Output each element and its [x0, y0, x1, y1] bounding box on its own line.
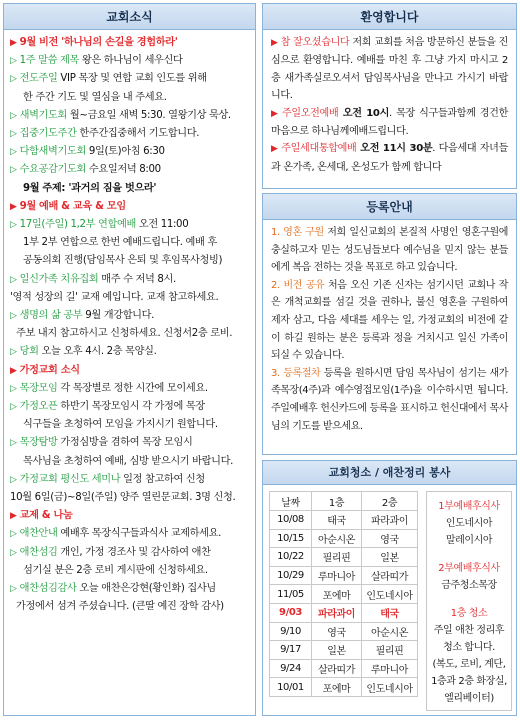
- list-item: ▷ 가정오픈 하반기 목장모임시 각 가정에 목장: [10, 401, 205, 413]
- table-header: 날짜: [270, 492, 312, 511]
- monthly-theme: 9월 주제: '과거의 짐을 벗으라': [23, 182, 157, 194]
- welcome-paragraph: ▶ 주일오전예배 오전 10시. 목장 식구들과함께 경건한 마음으로 하나님께예배드립니다.: [271, 107, 508, 138]
- table-row: 10/08 태국 파라과이: [270, 511, 418, 530]
- list-item-cont: 주보 내지 참고하시고 신청하세요. 신청서2층 로비.: [16, 328, 233, 340]
- list-item: ▷ 애찬안내 예배후 목장식구들과식사 교제하세요.: [10, 528, 221, 540]
- registration-paragraph: 2. 비전 공유 처음 오신 기존 신자는 섬기시던 교회나 작은 개척교회를 섬길 것을 권하나, 불신 영혼을 구원하여 제자 삼고, 다음 세대를 세우는 일, 가정교회의 비전에 같이 하길 원하는 분은 등록과 정을 거치시고 일신 가족이 되실 수 있습니다.: [271, 279, 508, 362]
- triangle-icon: ▷: [10, 165, 17, 176]
- list-item: ▷ 당회 오늘 오후 4시. 2층 목양실.: [10, 346, 157, 358]
- cleaning-table: [269, 491, 418, 697]
- list-item: ▷ 생명의 삶 공부 9월 개강합니다.: [10, 310, 155, 322]
- list-item-cont: 목사님을 초청하여 예배, 심방 받으시기 바랍니다.: [23, 455, 234, 467]
- note-line: 말레이시아: [445, 535, 493, 546]
- table-header: 1층: [312, 492, 362, 511]
- list-item: ▷ 새벽기도회 월~금요일 새벽 5:30. 열왕기상 묵상.: [10, 109, 231, 121]
- note-title: 1부예배후식사: [438, 501, 500, 512]
- table-row: 9/10 영국 아순시온: [270, 622, 418, 641]
- registration-panel: [262, 193, 517, 455]
- table-row: 11/05 포에마 인도네시아: [270, 585, 418, 604]
- triangle-icon: ▷: [10, 438, 17, 449]
- red-triangle-icon: ▶: [10, 201, 17, 212]
- registration-title: 등록안내: [263, 194, 516, 220]
- triangle-icon: ▷: [10, 584, 17, 595]
- church-news-body: [4, 30, 255, 619]
- list-item: ▷ 17일(주일) 1,2부 연합예배 오전 11:00: [10, 219, 189, 231]
- red-triangle-icon: ▶: [10, 38, 17, 48]
- red-triangle-icon: ▶: [271, 108, 279, 119]
- cleaning-panel: [262, 460, 517, 716]
- list-item-cont: 공동의회 진행(담임목사 은퇴 및 후임목사청빙): [23, 255, 223, 267]
- triangle-icon: ▷: [10, 311, 17, 322]
- note-title: 1층 청소: [450, 608, 488, 619]
- note-line: 인도네시아: [445, 518, 493, 529]
- section-fellowship-title: ▶ 교제 & 나눔: [10, 510, 73, 522]
- red-triangle-icon: ▶: [271, 144, 279, 155]
- table-row: 10/15 아순시온 영국: [270, 529, 418, 548]
- red-triangle-icon: ▶: [271, 38, 278, 48]
- list-item: ▷ 전도주일 VIP 목장 및 연합 교회 인도를 위해: [10, 73, 207, 85]
- welcome-body: [263, 30, 516, 180]
- triangle-icon: ▷: [10, 129, 17, 140]
- registration-paragraph: 3. 등록절차 등록을 원하시면 담임 목사님이 섬기는 새가족목장(4주)과 예수영접모임(1주)을 이수하시면 됩니다. 주일예배후 헌신카드에 등록을 표시하고 헌신대에서 목사님의 기도를 받으세요.: [271, 367, 509, 432]
- note-line: (복도, 로비, 계단,: [432, 659, 506, 670]
- list-item: ▷ 애찬섬김감사 오늘 애찬은강현(황인화) 집사님: [10, 583, 216, 595]
- note-line: 1층과 2층 화장실,: [431, 676, 507, 687]
- triangle-icon: ▷: [10, 147, 17, 158]
- red-triangle-icon: ▶: [10, 511, 17, 522]
- list-item: ▷ 목장탐방 가정심방을 겸하여 목장 모임시: [10, 437, 193, 449]
- list-item: ▷ 애찬섬김 개인, 가정 경조사 및 감사하여 애찬: [10, 546, 211, 558]
- triangle-icon: ▷: [10, 529, 17, 540]
- list-item: ▷ 가정교회 평신도 세미나 일정 참고하여 신청: [10, 473, 205, 485]
- registration-paragraph: 1. 영혼 구원 저희 일신교회의 본질적 사명인 영혼구원에 충실하고자 믿는 성도님들보다 예수님을 믿지 않는 분들에게 복음 전하는 것을 목표로 하고 있습니다.: [271, 227, 508, 274]
- list-item: ▷ 일신가족 치유집회 매주 수 저녁 8시.: [10, 273, 176, 285]
- list-item: ▷ 집중기도주간 한주간집중해서 기도합니다.: [10, 128, 200, 140]
- note-line: 청소 합니다.: [443, 642, 495, 653]
- triangle-icon: ▷: [10, 56, 17, 67]
- welcome-title: 환영합니다: [263, 4, 516, 30]
- cleaning-title: 교회청소 / 애찬정리 봉사: [263, 461, 516, 485]
- list-item-cont: '영적 성장의 길' 교재 예입니다. 교재 참고하세요.: [10, 291, 219, 303]
- list-item: ▷ 목장모임 각 목장별로 정한 시간에 모이세요.: [10, 382, 208, 394]
- note-title: 2부예배후식사: [438, 563, 500, 574]
- list-item-cont: 가정에서 섬겨 주셨습니다. (큰딸 예진 장학 감사): [16, 601, 224, 613]
- red-triangle-icon: ▶: [10, 365, 17, 376]
- table-row: 10/29 루마니아 살라띠가: [270, 566, 418, 585]
- table-header: 2층: [362, 492, 418, 511]
- welcome-paragraph: ▶ 참 잘오셨습니다 저희 교회를 처음 방문하신 분들을 진심으로 환영합니다. 예배를 마친 후 그냥 가지 마시고 2층 새가족실로오셔서 담임목사님을 만나고 가시기 바랍니다.: [271, 37, 508, 102]
- cleaning-notes: [426, 491, 512, 711]
- table-row: 10/01 포에마 인도네시아: [270, 678, 418, 697]
- list-item: ▷ 다함새벽기도회 9일(토)아침 6:30: [10, 146, 165, 158]
- list-item: ▷ 1주 말씀 제목 왕은 하나님이 세우신다: [10, 55, 183, 67]
- triangle-icon: ▷: [10, 220, 17, 231]
- list-item-cont: 식구들을 초청하여 모임을 가지시기 원합니다.: [23, 419, 218, 431]
- section-house-church-title: ▶ 가정교회 소식: [10, 364, 80, 376]
- triangle-icon: ▷: [10, 547, 17, 558]
- section-worship-title: ▶ 9월 예배 & 교육 & 모임: [10, 200, 126, 212]
- note-line: 엘리베이터): [444, 693, 494, 704]
- list-item-cont: 섬기실 분은 2층 로비 게시판에 신청하세요.: [23, 564, 208, 576]
- church-news-title: 교회소식: [4, 4, 255, 30]
- section-vision-title: ▶ 9월 비전 '하나님의 손길을 경험하라': [10, 37, 178, 48]
- table-row: 9/17 일본 필리핀: [270, 641, 418, 660]
- welcome-paragraph: ▶ 주일세대통합예배 오전 11시 30분. 다음세대 자녀들과 온가족, 온세대, 온성도가 함께 합니다: [271, 143, 508, 173]
- list-item-cont: 한 주간 기도 및 열심을 내 주세요.: [23, 91, 167, 103]
- table-row: 10/22 필리핀 일본: [270, 548, 418, 567]
- cleaning-table-wrap: [269, 491, 418, 697]
- triangle-icon: ▷: [10, 274, 17, 285]
- triangle-icon: ▷: [10, 74, 17, 85]
- triangle-icon: ▷: [10, 402, 17, 413]
- triangle-icon: ▷: [10, 110, 17, 121]
- church-news-panel: [3, 3, 256, 716]
- table-header-row: [270, 492, 418, 511]
- triangle-icon: ▷: [10, 474, 17, 485]
- triangle-icon: ▷: [10, 347, 17, 358]
- table-row-current: 9/03 파라과이 태국: [270, 603, 418, 622]
- registration-body: [263, 220, 516, 439]
- list-item: ▷ 수요공감기도회 수요일저녁 8:00: [10, 164, 161, 176]
- table-row: 9/24 살라띠가 루마니아: [270, 659, 418, 678]
- welcome-panel: [262, 3, 517, 189]
- triangle-icon: ▷: [10, 383, 17, 394]
- note-line: 주일 애찬 정리후: [433, 625, 505, 636]
- list-item-cont: 10월 6일(금)~8일(주일) 양주 열린문교회. 3명 신청.: [10, 492, 236, 504]
- list-item-cont: 1부 2부 연합으로 한번 예배드립니다. 예배 후: [23, 237, 217, 249]
- note-line: 금주청소목장: [441, 580, 497, 591]
